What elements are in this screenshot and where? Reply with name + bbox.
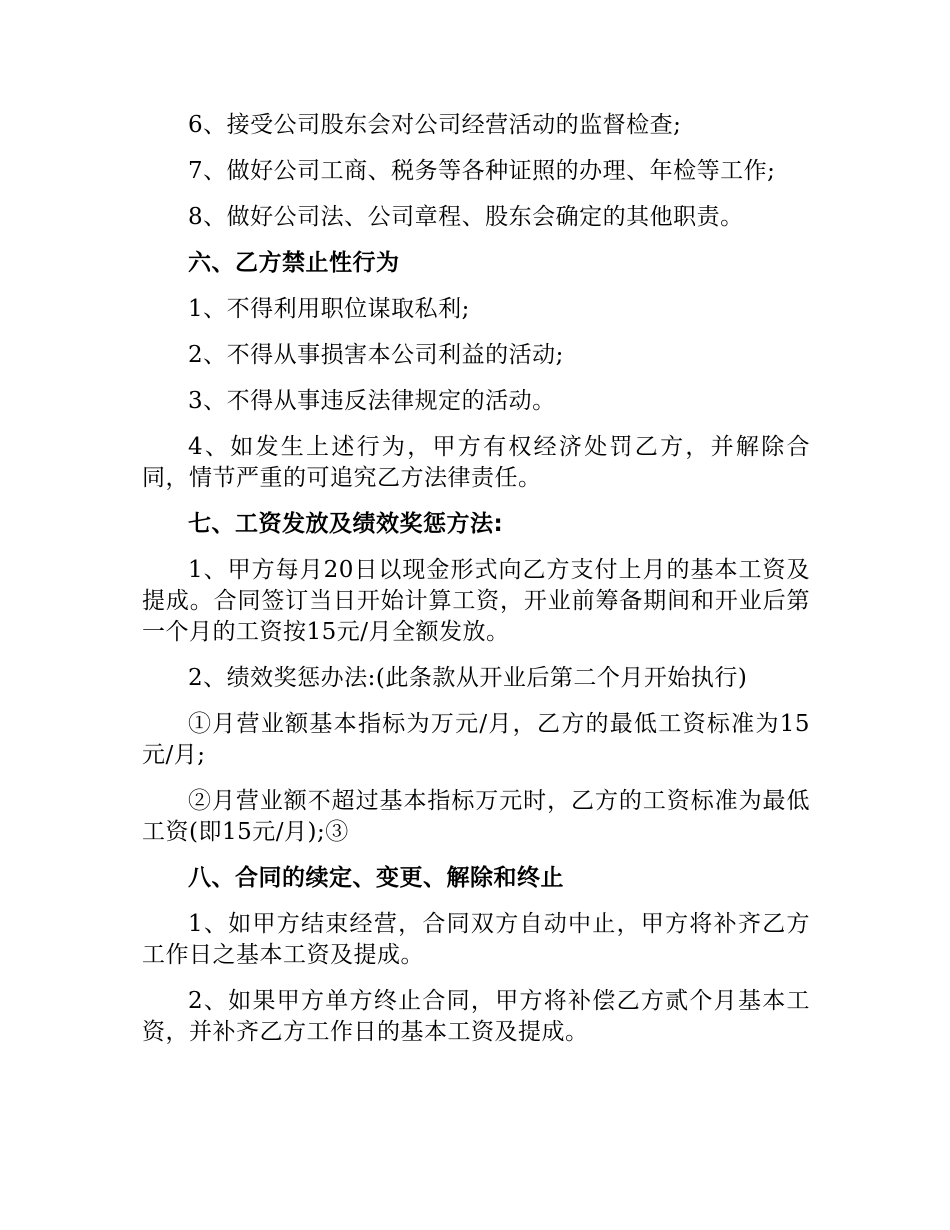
clause-5-6: 6、接受公司股东会对公司经营活动的监督检查; xyxy=(188,112,682,138)
clause-6-3: 3、不得从事违反法律规定的活动。 xyxy=(188,388,556,414)
clause-8-1: 1、如甲方结束经营，合同双方自动中止，甲方将补齐乙方工作日之基本工资及提成。 xyxy=(142,911,810,968)
section-8-heading: 八、合同的续定、变更、解除和终止 xyxy=(188,865,564,891)
section-6-heading: 六、乙方禁止性行为 xyxy=(188,250,400,276)
clause-6-1: 1、不得利用职位谋取私利; xyxy=(188,296,470,322)
section-7-heading: 七、工资发放及绩效奖惩方法: xyxy=(188,511,504,537)
clause-5-8: 8、做好公司法、公司章程、股东会确定的其他职责。 xyxy=(188,204,744,230)
clause-6-2: 2、不得从事损害本公司利益的活动; xyxy=(188,342,564,368)
document-page xyxy=(142,110,810,1063)
clause-7-2: 2、绩效奖惩办法:(此条款从开业后第二个月开始执行) xyxy=(188,665,748,691)
clause-6-4: 4、如发生上述行为，甲方有权经济处罚乙方，并解除合同，情节严重的可追究乙方法律责任。 xyxy=(142,434,810,491)
clause-5-7: 7、做好公司工商、税务等各种证照的办理、年检等工作; xyxy=(188,158,776,184)
clause-8-2: 2、如果甲方单方终止合同，甲方将补偿乙方贰个月基本工资，并补齐乙方工作日的基本工资及提成。 xyxy=(142,988,810,1045)
clause-7-2-item-1: ①月营业额基本指标为万元/月，乙方的最低工资标准为15元/月; xyxy=(142,711,810,768)
clause-7-2-item-2: ②月营业额不超过基本指标万元时，乙方的工资标准为最低工资(即15元/月);③ xyxy=(142,788,810,845)
clause-7-1: 1、甲方每月20日以现金形式向乙方支付上月的基本工资及提成。合同签订当日开始计算工资，开业前筹备期间和开业后第一个月的工资按15元/月全额发放。 xyxy=(142,557,810,645)
